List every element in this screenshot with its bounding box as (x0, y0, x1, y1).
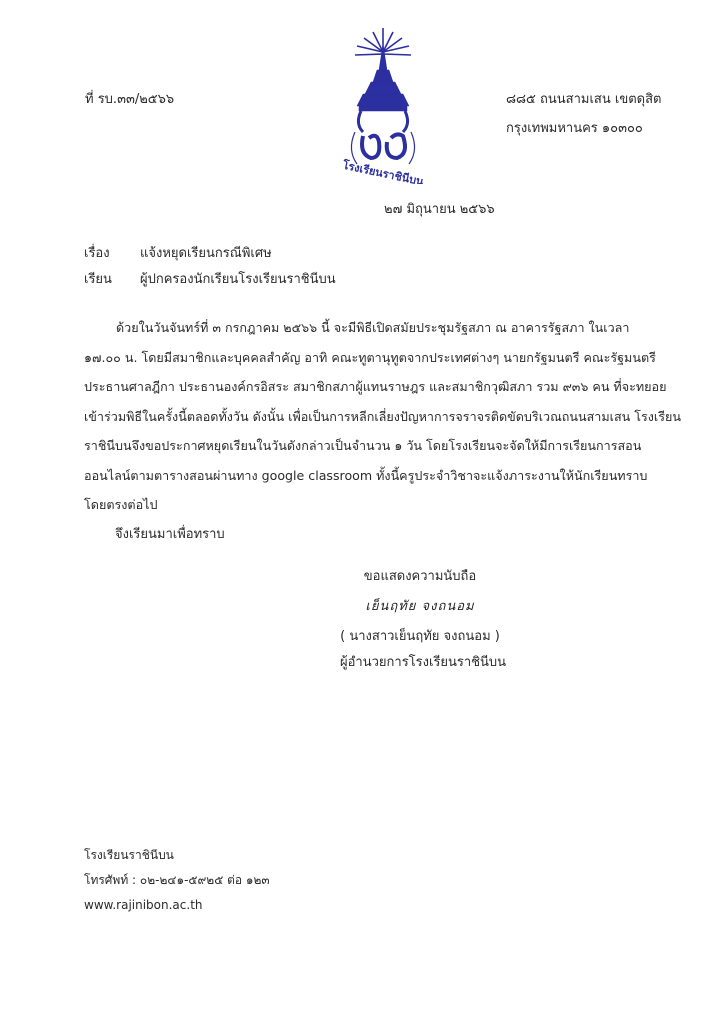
footer-school: โรงเรียนราชินีบน (84, 848, 174, 862)
signer-name: ( นางสาวเย็นฤทัย จงถนอม ) (340, 629, 500, 644)
footer-phone: โทรศัพท์ : ๐๒-๒๔๑-๕๙๒๕ ต่อ ๑๒๓ (84, 873, 270, 887)
address-line-2: กรุงเทพมหานคร ๑๐๓๐๐ (506, 121, 643, 136)
closing-text: จึงเรียนมาเพื่อทราบ (115, 527, 225, 542)
signer-position: ผู้อำนวยการโรงเรียนราชินีบน (340, 655, 507, 670)
letter-body (84, 313, 694, 520)
body-line: ราชินีบนจึงขอประกาศหยุดเรียนในวันดังกล่าวเป็นจำนวน ๑ วัน โดยโรงเรียนจะจัดให้มีการเรียนการสอน (84, 438, 642, 453)
recipient-row (84, 271, 336, 289)
recipient-value: ผู้ปกครองนักเรียนโรงเรียนราชินีบน (140, 272, 336, 287)
body-line: โดยตรงต่อไป (84, 497, 158, 512)
subject-label: เรื่อง (84, 246, 110, 261)
body-line: ประธานศาลฎีกา ประธานองค์กรอิสระ สมาชิกสภาผู้แทนราษฎร และสมาชิกวุฒิสภา รวม ๙๓๖ คน ที่จะทยอย (84, 379, 667, 394)
body-line: ด้วยในวันจันทร์ที่ ๓ กรกฎาคม ๒๕๖๖ นี้ จะมีพิธีเปิดสมัยประชุมรัฐสภา ณ อาคารรัฐสภา ในเวลา (116, 320, 630, 335)
recipient-label: เรียน (84, 272, 112, 287)
handwritten-signature: เย็นฤทัย จงถนอม (365, 599, 475, 614)
address-line-1: ๘๘๕ ถนนสามเสน เขตดุสิต (506, 92, 662, 107)
letter-footer (84, 843, 270, 918)
svg-text:โรงเรียนราชินีบน: โรงเรียนราชินีบน (341, 158, 425, 184)
subject-value: แจ้งหยุดเรียนกรณีพิเศษ (140, 246, 272, 261)
body-line: ๑๗.๐๐ น. โดยมีสมาชิกและบุคคลสำคัญ อาทิ คณะทูตานุทูตจากประเทศต่างๆ นายกรัฐมนตรี คณะรัฐมนตรี (84, 349, 656, 365)
salutation: ขอแสดงความนับถือ (363, 569, 477, 584)
school-crest-icon (333, 24, 433, 184)
body-line: เข้าร่วมพิธีในครั้งนี้ตลอดทั้งวัน ดังนั้น เพื่อเป็นการหลีกเลี่ยงปัญหาการจราจรติดขัดบริเวณถนนสามเสน โรงเรียน (84, 408, 681, 424)
footer-website[interactable]: www.rajinibon.ac.th (84, 898, 203, 912)
signature-block (340, 568, 507, 672)
school-address (506, 91, 661, 149)
subject-row (84, 245, 272, 263)
reference-number: ที่ รบ.๓๓/๒๕๖๖ (85, 92, 175, 107)
letter-date: ๒๗ มิถุนายน ๒๕๖๖ (384, 202, 495, 217)
body-line: ออนไลน์ตามตารางสอนผ่านทาง google classroom ทั้งนี้ครูประจำวิชาจะแจ้งภาระงานให้นักเรียนทราบ (84, 467, 648, 483)
